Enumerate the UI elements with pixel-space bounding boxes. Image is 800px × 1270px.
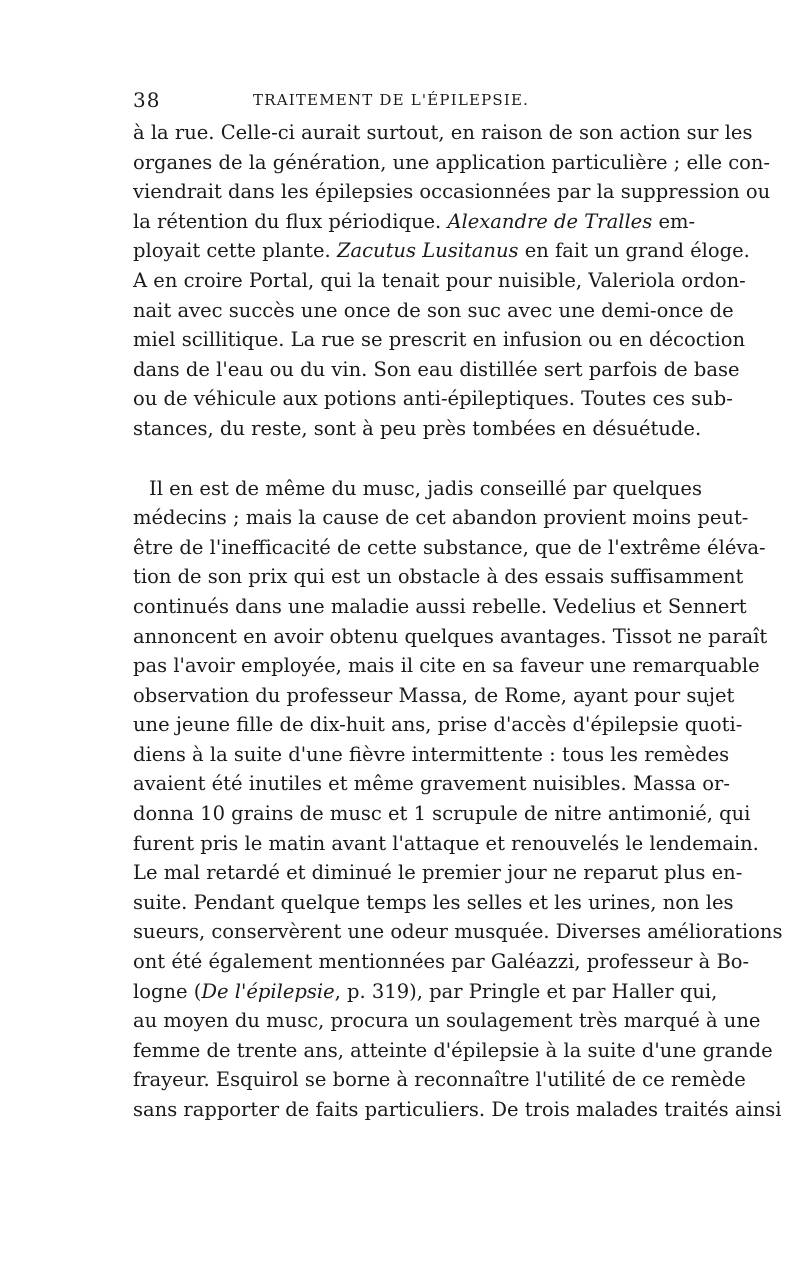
text-fragment: ployait cette plante. [133, 239, 331, 263]
paragraph-musc [133, 474, 783, 1125]
text-line: Il en est de même du musc, jadis conseillé par quelques [149, 476, 702, 500]
text-line: femme de trente ans, atteinte d'épilepsie à la suite d'une grande [133, 1038, 773, 1062]
text-line: suite. Pendant quelque temps les selles et les urines, non les [133, 890, 734, 914]
text-line: au moyen du musc, procura un soulagement très marqué à une [133, 1009, 761, 1033]
text-line: dans de l'eau ou du vin. Son eau distillée sert parfois de base [133, 357, 740, 381]
author-name-italic: Zacutus Lusitanus [336, 239, 519, 263]
text-fragment: logne ( [133, 979, 202, 1003]
text-line: à la rue. Celle-ci aurait surtout, en raison de son action sur les [133, 121, 753, 144]
book-title-italic: De l'épilepsie [201, 979, 335, 1003]
text-line: annoncent en avoir obtenu quelques avantages. Tissot ne paraît [133, 624, 768, 648]
running-head [133, 88, 681, 118]
text-line: tion de son prix qui est un obstacle à des essais suffisamment [133, 565, 744, 589]
text-line: observation du professeur Massa, de Rome, ayant pour sujet [133, 683, 735, 707]
text-line [133, 977, 718, 1007]
text-line: avaient été inutiles et même gravement nuisibles. Massa or- [133, 772, 730, 796]
text-line: frayeur. Esquirol se borne à reconnaître l'utilité de ce remède [133, 1068, 746, 1092]
paragraph-rue [133, 118, 771, 444]
text-line: ont été également mentionnées par Galéazzi, professeur à Bo- [133, 950, 750, 974]
text-line: viendrait dans les épilepsies occasionnées par la suppression ou [133, 180, 771, 204]
text-fragment: en fait un grand éloge. [524, 239, 750, 263]
book-page [133, 88, 783, 1125]
text-line: furent pris le matin avant l'attaque et renouvelés le lendemain. [133, 831, 759, 855]
text-line: ou de véhicule aux potions anti-épileptiques. Toutes ces sub- [133, 387, 733, 411]
text-line: nait avec succès une once de son suc avec une demi-once de [133, 298, 734, 322]
text-line: donna 10 grains de musc et 1 scrupule de nitre antimonié, qui [133, 802, 751, 826]
text-line: une jeune fille de dix-huit ans, prise d'accès d'épilepsie quoti- [133, 713, 743, 737]
paragraph-gap [133, 444, 681, 474]
text-fragment: , p. 319), par Pringle et par Haller qui, [334, 979, 718, 1003]
text-line: pas l'avoir employée, mais il cite en sa faveur une remarquable [133, 654, 760, 678]
text-line: diens à la suite d'une fièvre intermittente : tous les remèdes [133, 742, 730, 766]
page-number: 38 [133, 88, 161, 112]
text-line: sueurs, conservèrent une odeur musquée. Diverses améliorations [133, 920, 783, 944]
text-line: Le mal retardé et diminué le premier jour ne reparut plus en- [133, 861, 743, 885]
text-line: continués dans une maladie aussi rebelle. Vedelius et Sennert [133, 594, 747, 618]
text-line: miel scillitique. La rue se prescrit en infusion ou en décoction [133, 328, 746, 352]
text-line: médecins ; mais la cause de cet abandon provient moins peut- [133, 506, 749, 530]
text-fragment: em- [658, 209, 696, 233]
author-name-italic: Alexandre de Tralles [447, 209, 653, 233]
text-line: être de l'inefficacité de cette substance, que de l'extrême éléva- [133, 535, 766, 559]
text-line: A en croire Portal, qui la tenait pour nuisible, Valeriola ordon- [133, 268, 746, 292]
text-line [133, 236, 750, 266]
running-title: TRAITEMENT DE L'ÉPILEPSIE. [253, 91, 530, 109]
text-line: stances, du reste, sont à peu près tombées en désuétude. [133, 416, 702, 440]
text-fragment: la rétention du flux périodique. [133, 209, 442, 233]
text-line: sans rapporter de faits particuliers. De trois malades traités ainsi [133, 1098, 782, 1121]
text-line [133, 207, 696, 237]
text-line: organes de la génération, une application particulière ; elle con- [133, 150, 771, 174]
